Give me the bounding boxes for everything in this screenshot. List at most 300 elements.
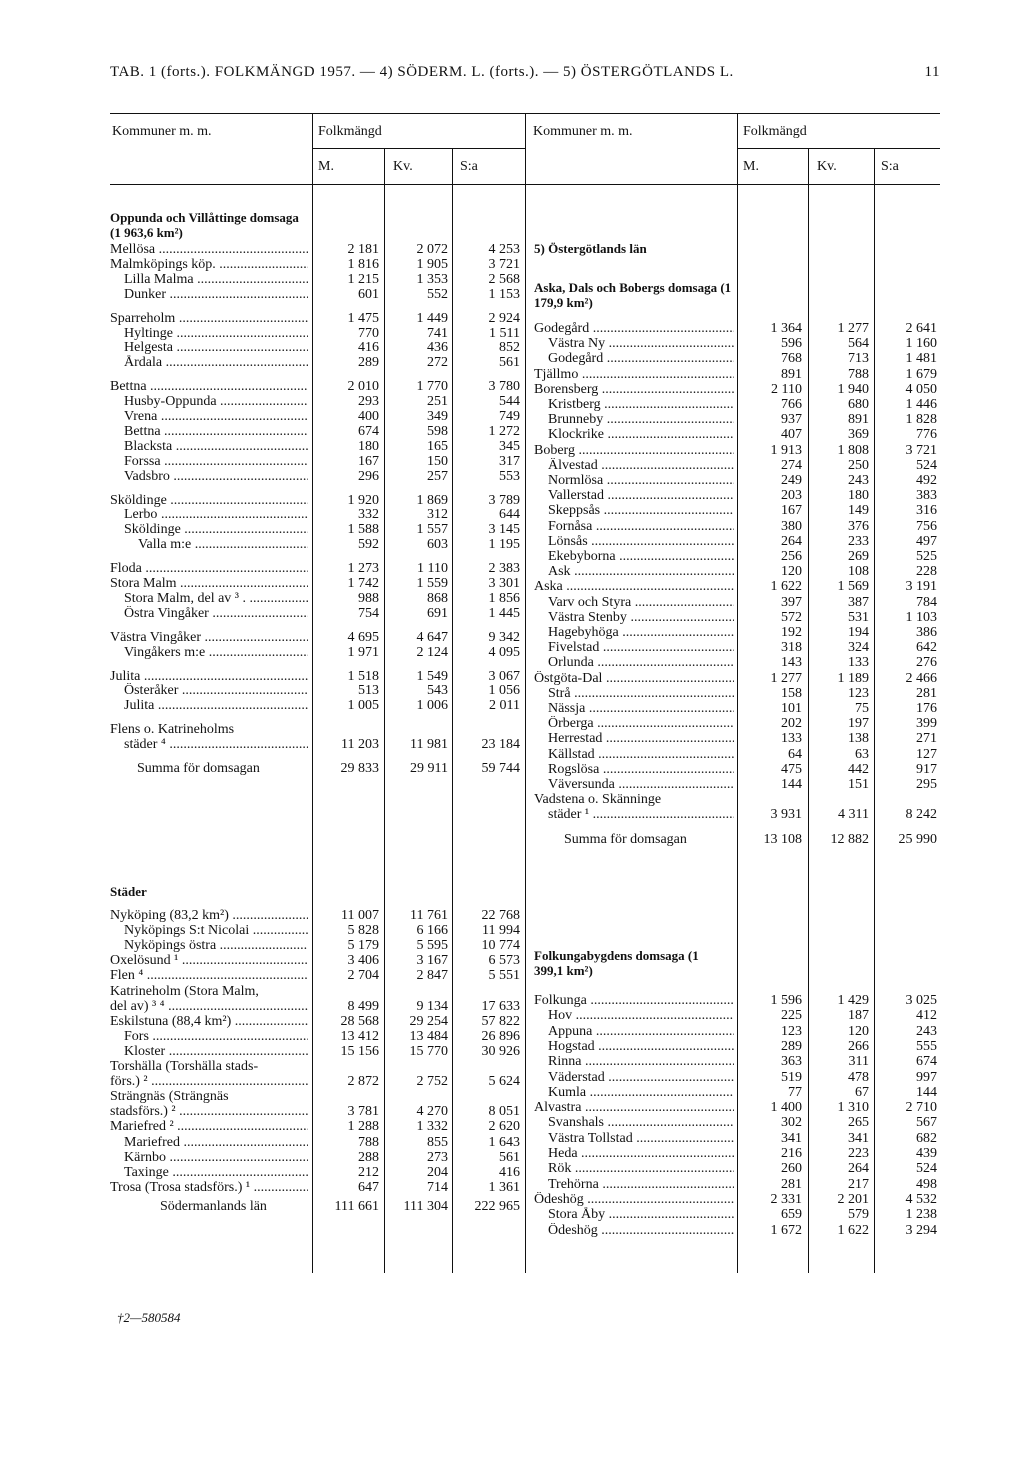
row-name: Vallerstad ..... xyxy=(548,488,734,503)
cell-kv: 120 xyxy=(848,1023,869,1039)
col-header-m: M. xyxy=(318,159,334,174)
cell-sa: 2 011 xyxy=(489,698,520,714)
cell-m: 264 xyxy=(781,533,802,549)
cell-kv: 2 201 xyxy=(837,1191,869,1207)
cell-sa: 524 xyxy=(916,457,937,473)
row-name: Lerbo ..... xyxy=(124,507,308,522)
cell-m: 1 622 xyxy=(770,579,802,595)
cell-sa: 3 301 xyxy=(488,576,520,591)
cell-sa: 8 051 xyxy=(488,1104,520,1120)
table-row xyxy=(110,469,525,484)
cell-m: 2 872 xyxy=(347,1074,379,1090)
col-header-kommuner-right: Kommuner m. m. xyxy=(533,124,633,139)
table-row xyxy=(534,993,940,1008)
cell-sa: 2 466 xyxy=(905,670,937,686)
cell-kv: 713 xyxy=(848,351,869,367)
row-name: Nyköpings östra ..... xyxy=(124,938,308,953)
table-row xyxy=(534,1146,940,1161)
cell-kv: 1 189 xyxy=(837,670,869,686)
row-name: Appuna ..... xyxy=(548,1024,734,1039)
cell-sa: 1 153 xyxy=(488,286,520,302)
cell-kv: 6 166 xyxy=(416,923,448,939)
cell-kv: 1 310 xyxy=(837,1100,869,1116)
row-name: Forssa ..... xyxy=(124,454,308,469)
table-row xyxy=(110,561,525,576)
table-row xyxy=(534,640,940,655)
col-header-kv: Kv. xyxy=(393,159,413,174)
cell-sa: 2 620 xyxy=(488,1119,520,1135)
row-name: Oxelösund ¹ ..... xyxy=(110,953,308,968)
row-name: Fivelstad ..... xyxy=(548,640,734,655)
table-row xyxy=(110,493,525,508)
cell-sa: 2 383 xyxy=(488,561,520,577)
cell-kv: 11 981 xyxy=(410,737,448,753)
table-row xyxy=(534,382,940,397)
col-header-kv-right: Kv. xyxy=(817,159,837,174)
cell-sa: 243 xyxy=(916,1023,937,1039)
cell-m: 288 xyxy=(358,1149,379,1165)
cell-kv: 2 847 xyxy=(416,968,448,984)
table-row xyxy=(110,454,525,469)
cell-m: 4 695 xyxy=(347,629,379,645)
cell-kv: 9 134 xyxy=(416,998,448,1014)
cell-kv: 1 905 xyxy=(416,256,448,272)
cell-m: 120 xyxy=(781,564,802,580)
cell-m: 1 816 xyxy=(347,256,379,272)
cell-m: 891 xyxy=(781,366,802,382)
cell-m: 260 xyxy=(781,1161,802,1177)
cell-m: 2 110 xyxy=(771,381,802,397)
row-name: Aska ..... xyxy=(534,579,734,594)
col-header-kommuner: Kommuner m. m. xyxy=(112,124,212,139)
row-name: Mariefred ..... xyxy=(124,1135,308,1150)
row-name: städer ⁴ ..... xyxy=(124,737,308,752)
cell-kv: 376 xyxy=(848,518,869,534)
table-row xyxy=(110,287,525,302)
table-row xyxy=(534,321,940,336)
cell-kv: 243 xyxy=(848,473,869,488)
row-name: Sköldinge ..... xyxy=(124,522,308,537)
cell-m: 596 xyxy=(781,336,802,352)
subheader-rule xyxy=(313,148,525,149)
cell-m: 302 xyxy=(781,1115,802,1131)
row-name: Flen ⁴ ..... xyxy=(110,968,308,983)
row-name: Rök ..... xyxy=(548,1161,734,1176)
cell-kv: 788 xyxy=(848,366,869,382)
table-row xyxy=(110,311,525,326)
row-name: Godegård ..... xyxy=(534,321,734,336)
row-name: Östgöta-Dal ..... xyxy=(534,671,734,686)
row-name: Västra Tollstad ..... xyxy=(548,1131,734,1146)
cell-sa: 17 633 xyxy=(481,998,520,1014)
cell-m: 101 xyxy=(781,701,802,716)
cell-m: 225 xyxy=(781,1008,802,1024)
cell-sa: 57 822 xyxy=(481,1013,520,1029)
row-name: Stora Åby ..... xyxy=(548,1207,734,1222)
subheader-rule-right xyxy=(737,148,940,149)
cell-kv: 714 xyxy=(427,1179,448,1195)
row-name: Flens o. Katrineholms xyxy=(110,722,235,738)
cell-kv: 855 xyxy=(427,1134,448,1150)
table-row xyxy=(534,367,940,382)
row-name: Rinna ..... xyxy=(548,1054,734,1069)
cell-m: 1 273 xyxy=(347,561,379,577)
table-row xyxy=(534,1207,940,1222)
cell-kv: 1 770 xyxy=(416,379,448,395)
cell-sa: 316 xyxy=(916,503,937,519)
col-header-folkmangd-right: Folkmängd xyxy=(743,124,807,139)
cell-sa: 674 xyxy=(916,1054,937,1070)
row-name: Sköldinge ..... xyxy=(110,493,308,508)
cell-sa: 281 xyxy=(916,685,937,701)
cell-sa: 1 103 xyxy=(905,609,937,625)
cell-sa: 3 294 xyxy=(905,1222,937,1238)
table-row xyxy=(534,716,940,731)
table-row xyxy=(534,458,940,473)
table-row xyxy=(110,439,525,454)
row-name: Varv och Styra ..... xyxy=(548,595,734,610)
cell-m: 674 xyxy=(358,423,379,439)
cell-kv: 266 xyxy=(848,1038,869,1054)
row-name: Skeppsås ..... xyxy=(548,503,734,518)
row-name: Stora Malm ..... xyxy=(110,576,308,591)
table-row xyxy=(534,792,940,807)
cell-sa: 776 xyxy=(916,427,937,443)
cell-m: 274 xyxy=(781,457,802,473)
row-name: Borensberg ..... xyxy=(534,382,734,397)
cell-m: 2 010 xyxy=(347,379,379,395)
row-name: Strå ..... xyxy=(548,686,734,701)
cell-m: 8 499 xyxy=(347,998,379,1014)
cell-m: 3 406 xyxy=(347,953,379,969)
cell-sa: 1 361 xyxy=(488,1179,520,1195)
cell-m: 766 xyxy=(781,397,802,412)
cell-sa: 561 xyxy=(499,355,520,371)
row-name: Ödeshög ..... xyxy=(548,1223,734,1238)
cell-kv: 1 559 xyxy=(416,576,448,591)
cell-sa: 555 xyxy=(916,1038,937,1054)
cell-m: 475 xyxy=(781,761,802,777)
cell-sa: 497 xyxy=(916,533,937,549)
table-row xyxy=(534,762,940,777)
cell-m: 111 661 xyxy=(334,1198,379,1214)
cell-m: 1 596 xyxy=(770,993,802,1008)
cell-m: 1 215 xyxy=(347,271,379,287)
table-row xyxy=(534,488,940,503)
cell-kv: 269 xyxy=(848,549,869,564)
cell-kv: 250 xyxy=(848,457,869,473)
table-row xyxy=(534,473,940,488)
row-name: Brunneby ..... xyxy=(548,412,734,427)
table-row xyxy=(534,671,940,686)
cell-m: 28 568 xyxy=(340,1013,379,1029)
page-header xyxy=(110,64,940,81)
row-name: Fors ..... xyxy=(124,1029,308,1044)
table-row xyxy=(110,1044,525,1059)
cell-kv: 251 xyxy=(427,394,448,410)
cell-m: 592 xyxy=(358,537,379,553)
page-number: 11 xyxy=(924,64,940,80)
table-row xyxy=(110,394,525,409)
cell-sa: 917 xyxy=(916,761,937,777)
cell-kv: 741 xyxy=(427,325,448,341)
cell-sa: 276 xyxy=(916,655,937,671)
cell-m: 1 913 xyxy=(770,442,802,458)
table-row xyxy=(110,645,525,660)
row-name: Trosa (Trosa stadsförs.) ¹ ..... xyxy=(110,1180,308,1195)
table-row xyxy=(110,999,525,1014)
table-row xyxy=(534,1161,940,1176)
row-name: Fornåsa ..... xyxy=(548,519,734,534)
row-name: Stora Malm, del av ³ . ..... xyxy=(124,591,308,606)
cell-m: 363 xyxy=(781,1054,802,1070)
cell-kv: 598 xyxy=(427,423,448,439)
table-row xyxy=(534,1100,940,1115)
cell-m: 380 xyxy=(781,518,802,534)
cell-kv: 165 xyxy=(427,438,448,454)
row-name: Eskilstuna (88,4 km²) ..... xyxy=(110,1014,308,1029)
row-name: Helgesta ..... xyxy=(124,340,308,355)
cell-m: 212 xyxy=(358,1164,379,1180)
table-row xyxy=(110,242,525,257)
table-row xyxy=(110,1165,525,1180)
cell-m: 2 181 xyxy=(347,242,379,257)
table-row xyxy=(110,908,525,923)
row-name: Bettna ..... xyxy=(124,424,308,439)
row-name: Hogstad ..... xyxy=(548,1039,734,1054)
cell-kv: 436 xyxy=(427,340,448,356)
cell-sa: 1 511 xyxy=(489,325,520,341)
cell-sa: 3 780 xyxy=(488,379,520,395)
row-name: Västra Vingåker ..... xyxy=(110,630,308,645)
table-row xyxy=(110,1089,525,1104)
cell-kv: 891 xyxy=(848,412,869,428)
table-row xyxy=(110,507,525,522)
row-name: Alvastra ..... xyxy=(534,1100,734,1115)
cell-m: 143 xyxy=(781,655,802,671)
table-row xyxy=(110,683,525,698)
table-row xyxy=(110,984,525,999)
table-row xyxy=(534,351,940,366)
table-row xyxy=(110,606,525,621)
cell-m: 15 156 xyxy=(340,1043,379,1059)
cell-kv: 442 xyxy=(848,761,869,777)
cell-kv: 29 911 xyxy=(410,761,448,776)
cell-m: 3 931 xyxy=(770,807,802,823)
row-name: Västra Stenby ..... xyxy=(548,610,734,625)
cell-m: 123 xyxy=(781,1023,802,1039)
cell-kv: 151 xyxy=(848,777,869,792)
table-title: TAB. 1 (forts.). FOLKMÄNGD 1957. — 4) SÖDERM. L. (forts.). — 5) ÖSTERGÖTLANDS L. xyxy=(110,64,734,80)
cell-sa: 399 xyxy=(916,716,937,732)
cell-kv: 1 429 xyxy=(837,993,869,1008)
table-row xyxy=(534,686,940,701)
cell-sa: 176 xyxy=(916,701,937,716)
cell-m: 202 xyxy=(781,716,802,732)
cell-m: 203 xyxy=(781,488,802,504)
table-row xyxy=(110,938,525,953)
cell-m: 318 xyxy=(781,640,802,656)
cell-sa: 30 926 xyxy=(481,1043,520,1059)
col-header-sa: S:a xyxy=(460,159,478,174)
row-name: Östra Vingåker ..... xyxy=(124,606,308,621)
cell-m: 513 xyxy=(358,683,379,699)
cell-m: 2 704 xyxy=(347,968,379,984)
table-row xyxy=(534,579,940,594)
cell-kv: 1 808 xyxy=(837,442,869,458)
cell-sa: 22 768 xyxy=(481,908,520,923)
cell-m: 144 xyxy=(781,777,802,792)
cell-kv: 123 xyxy=(848,685,869,701)
cell-m: 11 203 xyxy=(341,737,379,753)
cell-sa: 1 679 xyxy=(905,366,937,382)
cell-sa: 317 xyxy=(499,453,520,469)
row-name: Mariefred ² ..... xyxy=(110,1119,308,1134)
table-row xyxy=(534,731,940,746)
row-name: Södermanlands län xyxy=(160,1198,267,1214)
cell-sa: 1 238 xyxy=(905,1207,937,1223)
cell-kv: 5 595 xyxy=(416,938,448,954)
cell-sa: 3 721 xyxy=(488,256,520,272)
cell-m: 64 xyxy=(788,746,802,762)
cell-m: 293 xyxy=(358,394,379,410)
cell-m: 341 xyxy=(781,1130,802,1146)
row-name: Julita ..... xyxy=(110,669,308,684)
cell-kv: 233 xyxy=(848,533,869,549)
cell-sa: 561 xyxy=(499,1149,520,1165)
table-row xyxy=(110,1119,525,1134)
row-name: Klockrike ..... xyxy=(548,427,734,442)
cell-sa: 1 828 xyxy=(905,412,937,428)
table-row xyxy=(110,923,525,938)
cell-m: 3 781 xyxy=(347,1104,379,1120)
cell-m: 281 xyxy=(781,1176,802,1192)
table-row xyxy=(534,777,940,792)
cell-m: 158 xyxy=(781,685,802,701)
group-heading-oppunda: Oppunda och Villåttinge domsaga (1 963,6 km²) xyxy=(110,210,299,240)
row-name: Valla m:e ..... xyxy=(138,537,308,552)
row-name: Lönsås ..... xyxy=(548,534,734,549)
cell-kv: 1 353 xyxy=(416,271,448,287)
row-name: Kristberg ..... xyxy=(548,397,734,412)
cell-m: 1 364 xyxy=(770,321,802,336)
cell-kv: 4 311 xyxy=(838,807,869,823)
table-row xyxy=(110,669,525,684)
cell-m: 5 179 xyxy=(347,938,379,954)
cell-kv: 67 xyxy=(855,1084,869,1100)
cell-sa: 2 641 xyxy=(905,321,937,336)
row-name: Kärnbo ..... xyxy=(124,1150,308,1165)
row-name: Normlösa ..... xyxy=(548,473,734,488)
row-name: Väversunda ..... xyxy=(548,777,734,792)
cell-kv: 194 xyxy=(848,625,869,640)
cell-sa: 59 744 xyxy=(481,761,520,776)
cell-kv: 63 xyxy=(855,746,869,762)
cell-kv: 603 xyxy=(427,537,448,553)
cell-m: 1 400 xyxy=(770,1100,802,1116)
table-row xyxy=(110,953,525,968)
cell-sa: 492 xyxy=(916,473,937,488)
table-row xyxy=(534,336,940,351)
cell-m: 332 xyxy=(358,507,379,523)
cell-m: 768 xyxy=(781,351,802,367)
row-name: Malmköpings köp. ..... xyxy=(110,257,308,272)
cell-kv: 868 xyxy=(427,590,448,606)
table-row xyxy=(110,537,525,552)
cell-m: 180 xyxy=(358,438,379,454)
cell-kv: 1 006 xyxy=(416,698,448,714)
table-row xyxy=(110,630,525,645)
cell-sa: 416 xyxy=(499,1164,520,1180)
col-header-sa-right: S:a xyxy=(881,159,899,174)
table-row xyxy=(110,722,525,737)
cell-sa: 1 481 xyxy=(905,351,937,367)
cell-kv: 543 xyxy=(427,683,448,699)
cell-kv: 2 072 xyxy=(416,242,448,257)
cell-kv: 1 569 xyxy=(837,579,869,595)
row-name: Torshälla (Torshälla stads- xyxy=(110,1059,259,1074)
table-row xyxy=(534,655,940,670)
cell-kv: 217 xyxy=(848,1176,869,1192)
col-divider xyxy=(525,113,526,1273)
cell-m: 249 xyxy=(781,473,802,488)
cell-sa: 386 xyxy=(916,625,937,640)
table-row xyxy=(110,1074,525,1089)
cell-sa: 1 856 xyxy=(488,590,520,606)
table-row xyxy=(110,1199,525,1214)
table-row xyxy=(534,747,940,762)
cell-sa: 1 272 xyxy=(488,423,520,439)
cell-sa: 524 xyxy=(916,1161,937,1177)
cell-m: 13 412 xyxy=(340,1028,379,1044)
cell-kv: 2 752 xyxy=(416,1074,448,1090)
cell-kv: 1 110 xyxy=(417,561,448,577)
row-name: Godegård ..... xyxy=(548,351,734,366)
cell-sa: 3 789 xyxy=(488,492,520,508)
table-row xyxy=(110,409,525,424)
cell-kv: 369 xyxy=(848,427,869,443)
cell-m: 296 xyxy=(358,468,379,484)
row-name: Trehörna ..... xyxy=(548,1177,734,1192)
cell-sa: 383 xyxy=(916,488,937,504)
col-header-folkmangd: Folkmängd xyxy=(318,124,382,139)
cell-sa: 642 xyxy=(916,640,937,656)
cell-kv: 1 449 xyxy=(416,310,448,326)
cell-sa: 4 095 xyxy=(488,644,520,660)
cell-kv: 552 xyxy=(427,286,448,302)
cell-sa: 1 445 xyxy=(488,605,520,621)
row-name: Ekebyborna ..... xyxy=(548,549,734,564)
cell-kv: 4 647 xyxy=(416,629,448,645)
cell-m: 192 xyxy=(781,625,802,640)
cell-m: 13 108 xyxy=(763,831,802,847)
cell-kv: 11 761 xyxy=(410,908,448,923)
cell-sa: 3 191 xyxy=(905,579,937,595)
table-row xyxy=(534,807,940,822)
cell-sa: 682 xyxy=(916,1130,937,1146)
table-row xyxy=(534,1223,940,1238)
lan-heading: 5) Östergötlands län xyxy=(534,241,647,256)
row-name: Vadstena o. Skänninge xyxy=(534,792,662,808)
cell-sa: 567 xyxy=(916,1115,937,1131)
row-name: Katrineholm (Stora Malm, xyxy=(110,983,259,999)
cell-sa: 1 195 xyxy=(488,537,520,553)
cell-sa: 1 446 xyxy=(905,397,937,412)
cell-m: 2 331 xyxy=(770,1191,802,1207)
cell-kv: 387 xyxy=(848,594,869,610)
cell-sa: 11 994 xyxy=(482,923,520,939)
table-row xyxy=(534,1008,940,1023)
